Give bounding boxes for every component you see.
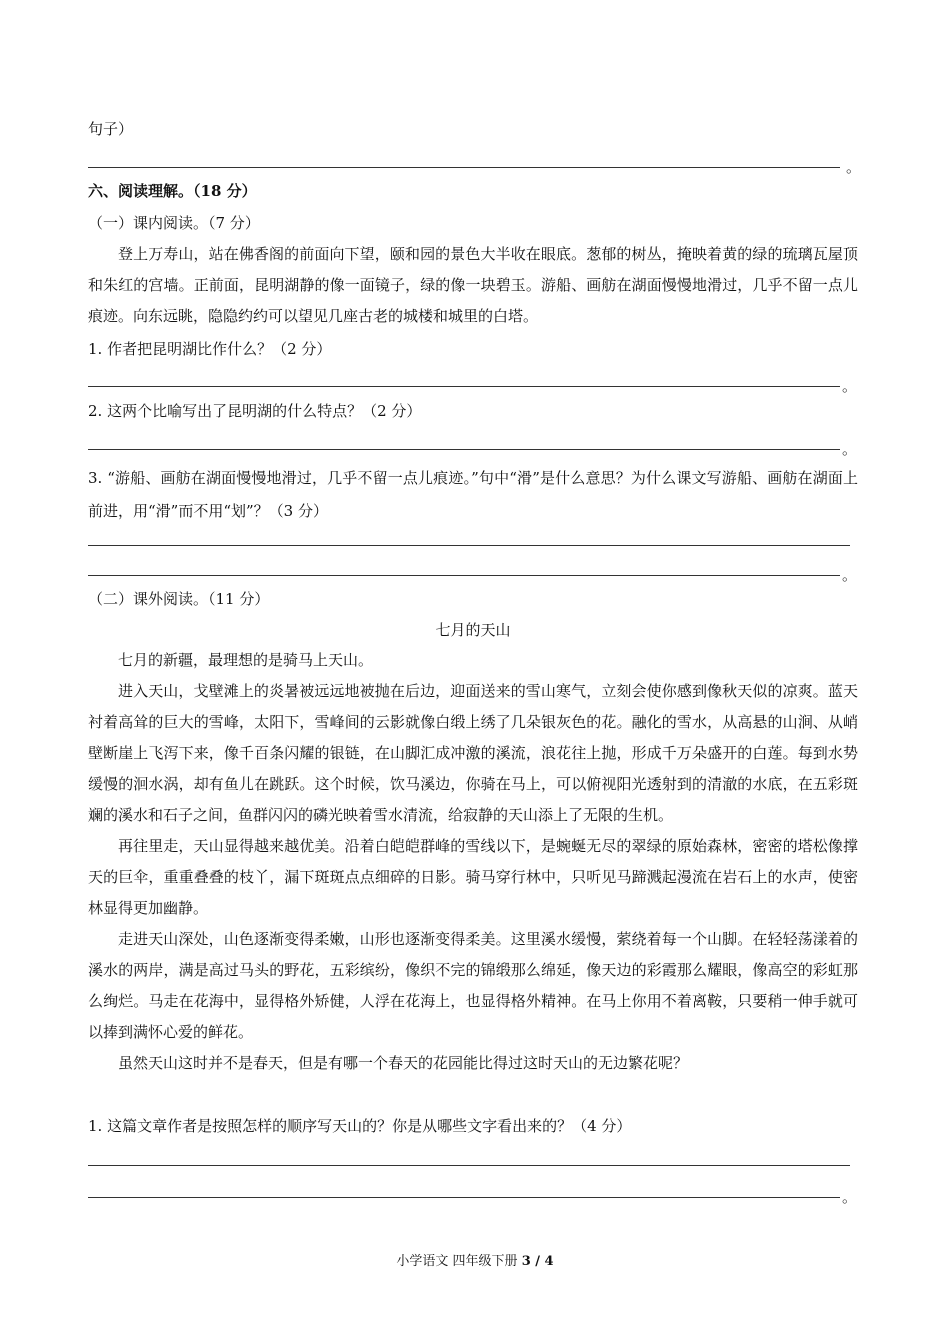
part2-article [88,645,858,1079]
period-mark: 。 [842,440,858,458]
question-2: 2. 这两个比喻写出了昆明湖的什么特点？（2 分） [88,402,422,420]
article-paragraph: 七月的新疆，最理想的是骑马上天山。 [118,651,374,669]
answer-line [88,386,840,387]
part2-question-1: 1. 这篇文章作者是按照怎样的顺序写天山的？你是从哪些文字看出来的？（4 分） [88,1117,632,1135]
answer-line [88,167,840,168]
period-mark: 。 [842,1188,858,1206]
part1-title: （一）课内阅读。（7 分） [88,214,260,232]
period-mark: 。 [842,566,858,584]
question-3-text: 3. “游船、画舫在湖面慢慢地滑过，几乎不留一点儿痕迹。”句中“滑”是什么意思？为什么课文写游船、画舫在湖面上前进，用“滑”而不用“划”？（3 分） [88,469,858,520]
answer-line [88,545,850,546]
period-mark: 。 [842,377,858,395]
article-paragraph: 进入天山，戈壁滩上的炎暑被远远地被抛在后边，迎面送来的雪山寒气，立刻会使你感到像秋天似的凉爽。蓝天衬着高耸的巨大的雪峰，太阳下，雪峰间的云影就像白缎上绣了几朵银灰色的花。融化的雪水，从高悬的山涧、从峭壁断崖上飞泻下来，像千百条闪耀的银链，在山脚汇成冲激的溪流，浪花往上抛，形成千万朵盛开的白莲。每到水势缓慢的洄水涡，却有鱼儿在跳跃。这个时候，饮马溪边，你骑在马上，可以俯视阳光透射到的清澈的水底，在五彩斑斓的溪水和石子之间，鱼群闪闪的磷光映着雪水清流，给寂静的天山添上了无限的生机。 [88,682,858,824]
part1-passage [88,239,858,332]
answer-line [88,449,840,450]
section-title: 六、阅读理解。（18 分） [88,182,257,200]
part2-title: （二）课外阅读。（11 分） [88,590,270,608]
passage-paragraph: 登上万寿山，站在佛香阁的前面向下望，颐和园的景色大半收在眼底。葱郁的树丛，掩映着黄的绿的琉璃瓦屋顶和朱红的宫墙。正前面，昆明湖静的像一面镜子，绿的像一块碧玉。游船、画舫在湖面慢慢地滑过，几乎不留一点儿痕迹。向东远眺，隐隐约约可以望见几座古老的城楼和城里的白塔。 [88,245,858,325]
article-paragraph: 再往里走，天山显得越来越优美。沿着白皑皑群峰的雪线以下，是蜿蜒无尽的翠绿的原始森林，密密的塔松像撑天的巨伞，重重叠叠的枝丫，漏下斑斑点点细碎的日影。骑马穿行林中，只听见马蹄溅起漫流在岩石上的水声，使密林显得更加幽静。 [88,837,858,917]
answer-line [88,575,840,576]
article-title: 七月的天山 [435,621,511,639]
footer-subject: 小学语文 四年级下册 [396,1254,522,1269]
answer-line [88,1165,850,1166]
article-paragraph: 走进天山深处，山色逐渐变得柔嫩，山形也逐渐变得柔美。这里溪水缓慢，萦绕着每一个山脚。在轻轻荡漾着的溪水的两岸，满是高过马头的野花，五彩缤纷，像织不完的锦缎那么绵延，像天边的彩霞那么耀眼，像高空的彩虹那么绚烂。马走在花海中，显得格外矫健，人浮在花海上，也显得格外精神。在马上你用不着离鞍，只要稍一伸手就可以捧到满怀心爱的鲜花。 [88,930,858,1041]
answer-line [88,1197,840,1198]
question-3 [88,462,858,528]
period-mark: 。 [846,158,862,176]
question-1: 1. 作者把昆明湖比作什么？（2 分） [88,340,332,358]
page-footer [0,1250,950,1269]
article-paragraph: 虽然天山这时并不是春天，但是有哪一个春天的花园能比得过这时天山的无边繁花呢？ [118,1054,689,1072]
sentence-fragment: 句子） [88,120,134,138]
page-number: 3 / 4 [521,1254,554,1269]
